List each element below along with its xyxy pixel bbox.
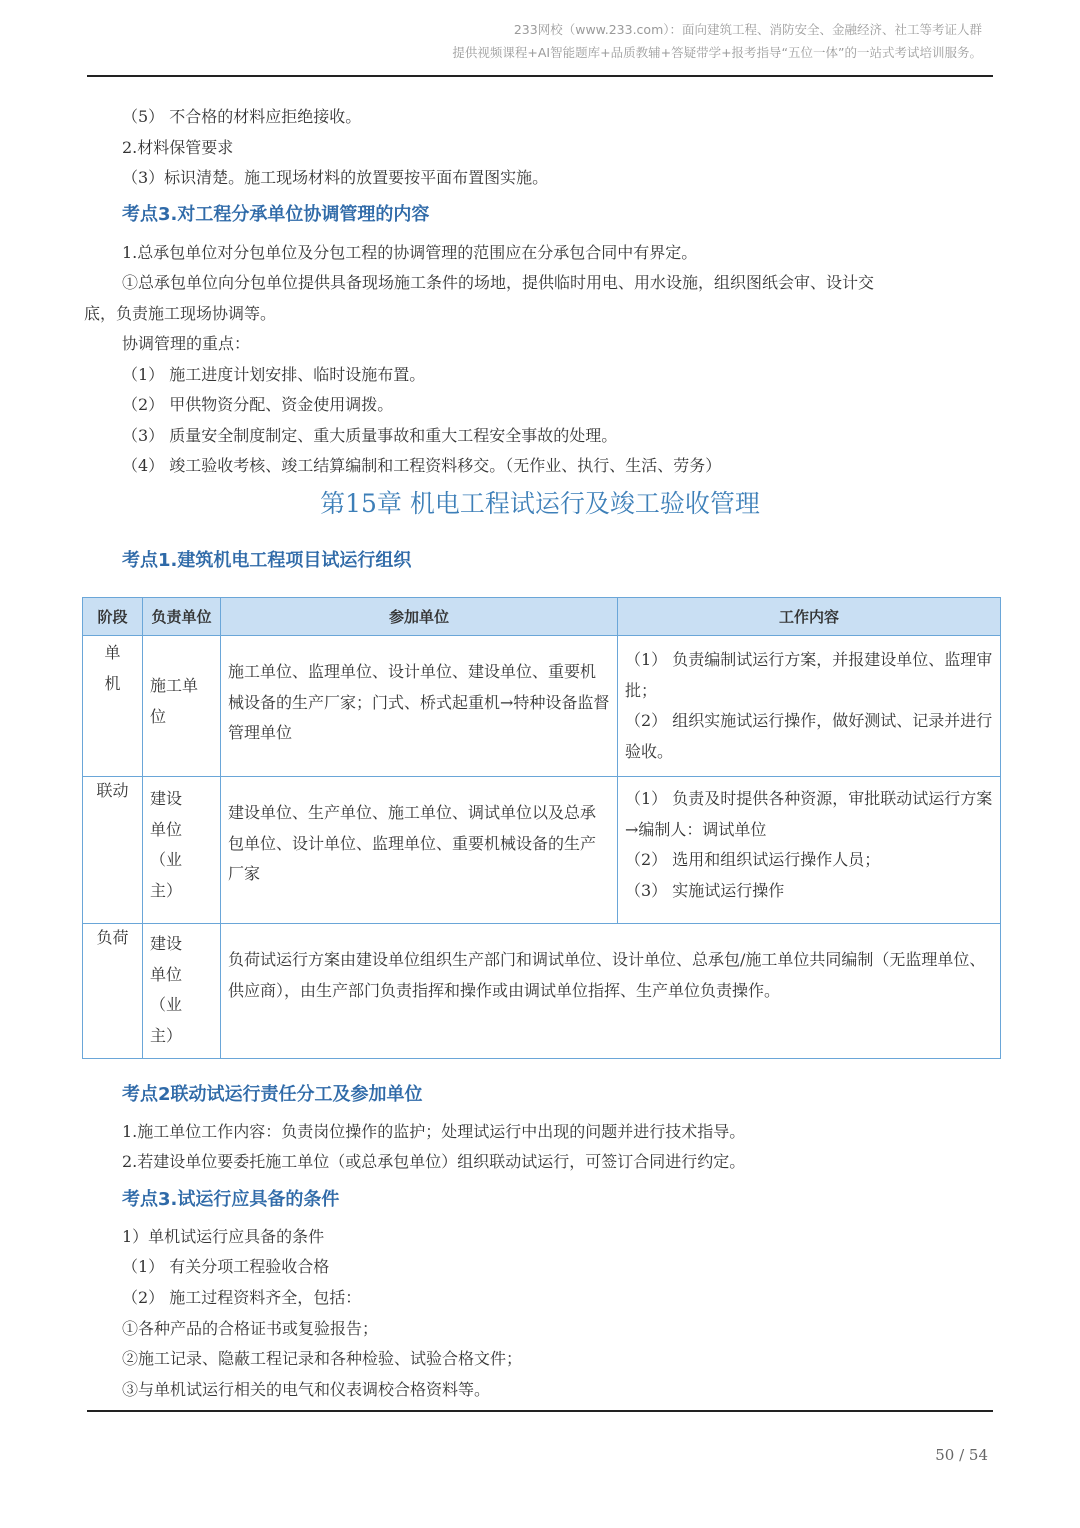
text-line: ①总承包单位向分包单位提供具备现场施工条件的场地，提供临时用电、用水设施，组织图纸会审、设计交 xyxy=(122,273,875,292)
table-row xyxy=(83,636,1001,777)
list-item: ①各种产品的合格证书或复验报告； xyxy=(122,1319,379,1338)
list-item: ②施工记录、隐蔽工程记录和各种检验、试验合格文件； xyxy=(122,1349,523,1368)
list-item: （2） 甲供物资分配、资金使用调拨。 xyxy=(122,395,394,414)
cell-merged-content: 负荷试运行方案由建设单位组织生产部门和调试单位、设计单位、总承包/施工单位共同编制（无监理单位、供应商），由生产部门负责指挥和操作或由调试单位指挥、生产单位负责操作。 xyxy=(221,924,1001,1059)
cell-unit: 建设单位（业主） xyxy=(143,777,221,924)
section-heading: 考点1.建筑机电工程项目试运行组织 xyxy=(122,550,412,571)
text-line: 1）单机试运行应具备的条件 xyxy=(122,1227,325,1246)
cell-participants: 建设单位、生产单位、施工单位、调试单位以及总承包单位、设计单位、监理单位、重要机械设备的生产厂家 xyxy=(221,777,618,924)
cell-participants: 施工单位、监理单位、设计单位、建设单位、重要机械设备的生产厂家；门式、桥式起重机→特种设备监督管理单位 xyxy=(221,636,618,777)
col-header-unit: 负责单位 xyxy=(143,598,221,636)
list-item: （1） 有关分项工程验收合格 xyxy=(122,1257,330,1276)
chapter-title: 第15章 机电工程试运行及竣工验收管理 xyxy=(320,489,760,518)
text-line: （5） 不合格的材料应拒绝接收。 xyxy=(122,107,362,126)
list-item: ③与单机试运行相关的电气和仪表调校合格资料等。 xyxy=(122,1380,491,1399)
section-heading: 考点3.试运行应具备的条件 xyxy=(122,1189,340,1210)
section-heading: 考点3.对工程分承单位协调管理的内容 xyxy=(122,204,430,225)
text-line: 1.总承包单位对分包单位及分包工程的协调管理的范围应在分承包合同中有界定。 xyxy=(122,243,698,262)
table-row xyxy=(83,777,1001,924)
footer-rule xyxy=(87,1410,993,1412)
header-rule xyxy=(87,75,993,77)
cell-work: （1） 负责编制试运行方案，并报建设单位、监理审批； （2） 组织实施试运行操作，做好测试、记录并进行验收。 xyxy=(618,636,1001,777)
section-heading: 考点2联动试运行责任分工及参加单位 xyxy=(122,1084,423,1105)
text-line: 2.若建设单位要委托施工单位（或总承包单位）组织联动试运行，可签订合同进行约定。 xyxy=(122,1152,746,1171)
cell-stage: 联动 xyxy=(83,777,143,924)
col-header-participants: 参加单位 xyxy=(221,598,618,636)
text-line: 底，负责施工现场协调等。 xyxy=(84,304,277,323)
text-line: 1.施工单位工作内容：负责岗位操作的监护；处理试运行中出现的问题并进行技术指导。 xyxy=(122,1122,746,1141)
header-line-1: 233网校（www.233.com）：面向建筑工程、消防安全、金融经济、社工等考证人群 xyxy=(513,22,982,37)
trial-run-table xyxy=(82,597,1001,1059)
page-number: 50 / 54 xyxy=(935,1446,988,1464)
cell-unit: 建设单位（业主） xyxy=(143,924,221,1059)
list-item: （3） 质量安全制度制定、重大质量事故和重大工程安全事故的处理。 xyxy=(122,426,618,445)
cell-stage: 负荷 xyxy=(83,924,143,1059)
text-line: 协调管理的重点： xyxy=(122,334,251,353)
list-item: （1） 施工进度计划安排、临时设施布置。 xyxy=(122,365,426,384)
page-header xyxy=(452,18,982,64)
cell-work: （1） 负责及时提供各种资源，审批联动试运行方案→编制人：调试单位 （2） 选用和组织试运行操作人员； （3） 实施试运行操作 xyxy=(618,777,1001,924)
col-header-stage: 阶段 xyxy=(83,598,143,636)
header-line-2: 提供视频课程+AI智能题库+品质教辅+答疑带学+报考指导“五位一体”的一站式考试培训服务。 xyxy=(452,45,982,60)
col-header-work: 工作内容 xyxy=(618,598,1001,636)
list-item: （2） 施工过程资料齐全，包括： xyxy=(122,1288,362,1307)
table-row xyxy=(83,924,1001,1059)
cell-stage: 单机 xyxy=(83,636,143,777)
table-header-row xyxy=(83,598,1001,636)
cell-unit: 施工单位 xyxy=(143,636,221,777)
list-item: （4） 竣工验收考核、竣工结算编制和工程资料移交。（无作业、执行、生活、劳务） xyxy=(122,456,722,475)
text-line: 2.材料保管要求 xyxy=(122,138,234,157)
text-line: （3）标识清楚。施工现场材料的放置要按平面布置图实施。 xyxy=(122,168,549,187)
